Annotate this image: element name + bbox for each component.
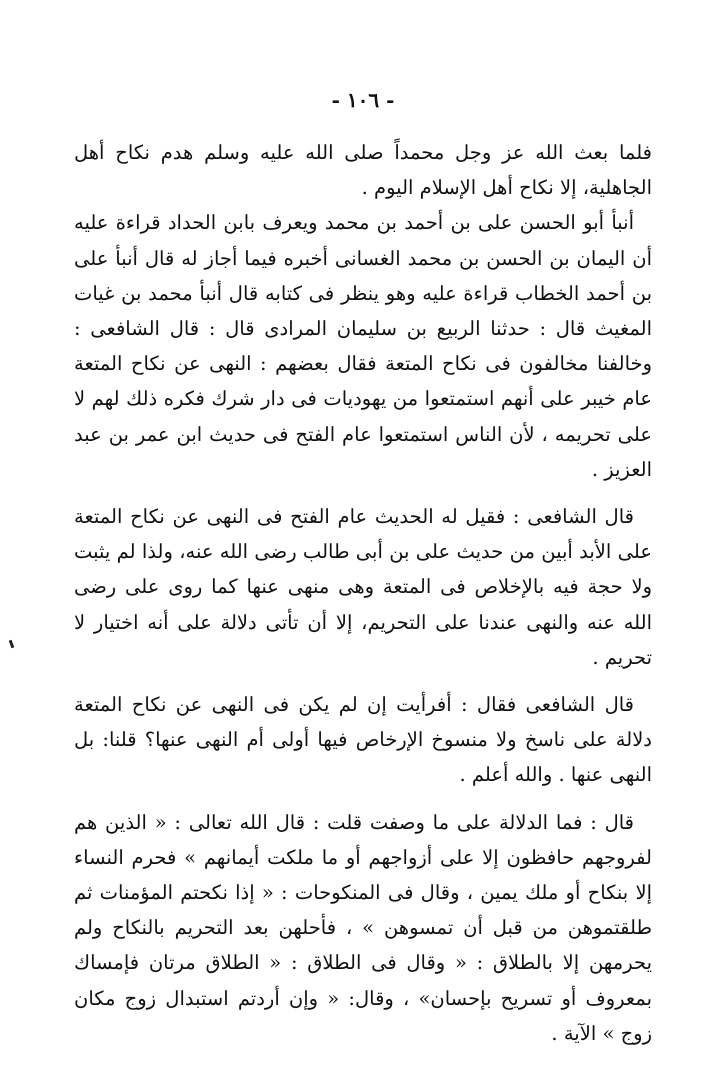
paragraph-1: فلما بعث الله عز وجل محمداً صلى الله عليه وسلم هدم نكاح أهل الجاهلية، إلا نكاح أهل الإسلام اليوم .: [74, 141, 652, 200]
paragraph-2: أنبأ أبو الحسن على بن أحمد بن محمد ويعرف بابن الحداد قراءة عليه أن اليمان بن الحسن بن محمد الغسانى أخبره فيما أجاز له قال أنبأ على بن أحمد الخطاب قراءة عليه وهو ينظر فى كتابه قال أنبأ محمد بن غيات المغيث قال : حدثنا الربيع بن سليمان المرادى قال : قال الشافعى : وخالفنا مخالفون فى نكاح المتعة فقال بعضهم : النهى عن نكاح المتعة عام خيبر على أنهم استمتعوا من يهوديات فى دار شرك فكره ذلك لهم لا على تحريمه ، لأن الناس استمتعوا عام الفتح فى حديث ابن عمر بن عبد العزيز .: [74, 211, 652, 481]
page-number: - ١٠٦ -: [331, 88, 395, 112]
paragraph-3: قال الشافعى : فقيل له الحديث عام الفتح فى النهى عن نكاح المتعة على الأبد أبين من حديث على بن أبى طالب رضى الله عنه، ولذا لم يثبت ولا حجة فيه بالإخلاص فى المتعة وهى منهى عنها كما روى على رضى الله عنه والنهى عندنا على التحريم، إلا أن تأتى دلالة على أنه اختيار لا تحريم .: [74, 505, 652, 669]
body-text: [74, 135, 652, 1051]
paragraph-5: قال : فما الدلالة على ما وصفت قلت : قال الله تعالى : « الذين هم لفروجهم حافظون إلا على أزواجهم أو ما ملكت أيمانهم » فحرم النساء إلا بنكاح أو ملك يمين ، وقال فى المنكوحات : « إذا نكحتم المؤمنات ثم طلقتموهن من قبل أن تمسوهن » ، فأحلهن بعد التحريم بالنكاح ولم يحرمهن إلا بالطلاق : « وقال فى الطلاق : « الطلاق مرتان فإمساك بمعروف أو تسريح بإحسان» ، وقال: « وإن أردتم استبدال زوج مكان زوج » الآية .: [74, 810, 652, 1045]
paragraph-4: قال الشافعى فقال : أفرأيت إن لم يكن فى النهى عن نكاح المتعة دلالة على ناسخ ولا منسوخ الإرخاص فيها أولى أم النهى عنها؟ قلنا: بل النهى عنها . والله أعلم .: [74, 693, 652, 787]
margin-mark: [9, 640, 15, 649]
